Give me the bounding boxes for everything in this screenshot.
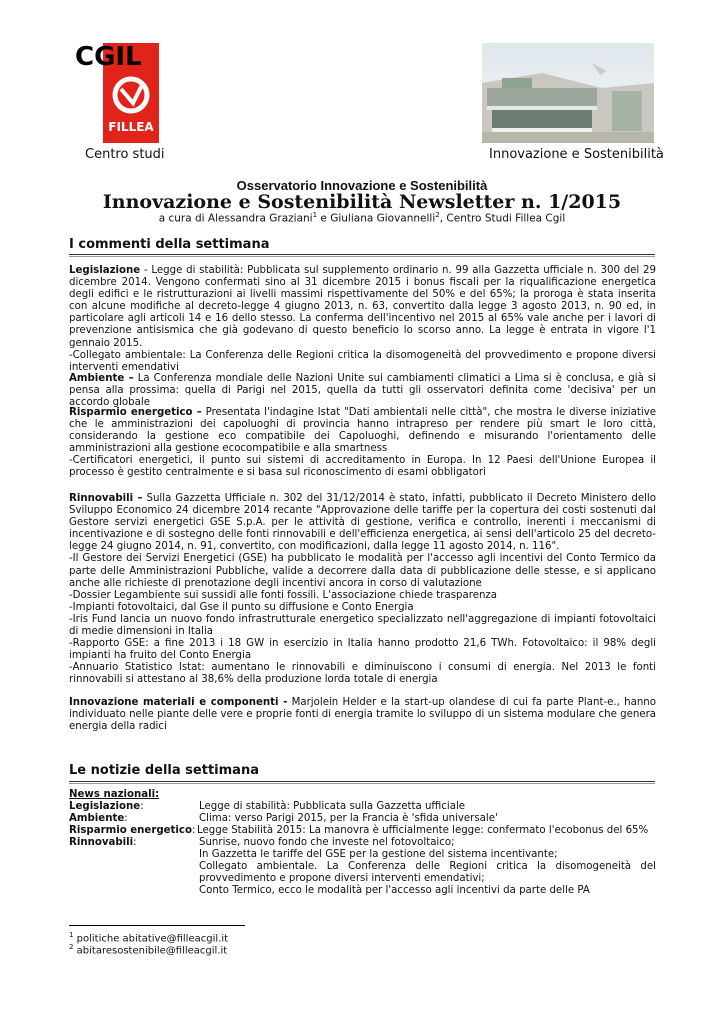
news-row-risparmio (69, 825, 195, 837)
news-nazionali-heading: News nazionali: (69, 789, 160, 800)
news-row-legislazione (69, 801, 144, 813)
news-text: In Gazzetta le tariffe del GSE per la gestione del sistema incentivante; (199, 849, 558, 860)
footnote-divider (69, 925, 245, 926)
rinnovabili-item: -Rapporto GSE: a fine 2013 i 18 GW in esercizio in Italia hanno prodotto 21,6 TWh. Fotovoltaico: il 98% degli impianti ha fruito del Conto Energia (69, 638, 656, 662)
news-text: Clima: verso Parigi 2015, per la Francia è 'sfida universale' (199, 813, 498, 824)
section-heading-notizie: Le notizie della settimana (69, 763, 259, 778)
header-photo (482, 43, 654, 143)
rinnovabili-item: -Dossier Legambiente sui sussidi alle fonti fossili. L'associazione chiede trasparenza (69, 589, 498, 601)
ambiente-label: Ambiente – (69, 373, 134, 384)
news-row-ambiente (69, 813, 128, 825)
news-label: Risparmio energetico (69, 825, 192, 836)
section-divider (69, 254, 655, 257)
news-text: Legge Stabilità 2015: La manovra è ufficialmente legge: confermato l'ecobonus del 65% (197, 825, 649, 836)
section-heading-commenti: I commenti della settimana (69, 237, 270, 252)
building-image-icon (482, 43, 654, 143)
authors-post: , Centro Studi Fillea Cgil (439, 212, 566, 225)
authors-mid: e Giuliana Giovannelli (317, 212, 436, 225)
news-text: Legge di stabilità: Pubblicata sulla Gazzetta ufficiale (199, 801, 466, 812)
rinnovabili-item: -Annuario Statistico Istat: aumentano le rinnovabili e diminuiscono i consumi di energia. Nel 2013 le fonti rinnovabili si attestano al 38,6% della produzione lorda totale di energia (69, 662, 656, 686)
centro-studi-label: Centro studi (85, 147, 165, 162)
innovazione-label: Innovazione materiali e componenti - (69, 697, 288, 708)
authors-line (0, 211, 724, 225)
innovazione-text: Marjolein Helder e la start-up olandese di cui fa parte Plant-e., hanno individuato nelle piante delle vere e proprie fonti di energia tramite lo sviluppo di un sistema modulare che genera energia della radici (69, 697, 656, 733)
logo-cgil: CGIL (75, 42, 142, 72)
legislazione-label: Legislazione (69, 265, 141, 276)
footnote-num: 1 (69, 931, 74, 939)
section-divider (69, 781, 655, 784)
news-label: Ambiente (69, 813, 125, 824)
footnote-email: politiche abitative@filleacgil.it (73, 933, 229, 945)
paragraph-risparmio (69, 407, 656, 480)
logo-cgil-wrap (75, 42, 175, 72)
footnote-email: abitaresostenibile@filleacgil.it (73, 945, 228, 957)
news-row-rinnovabili (69, 837, 137, 849)
footnote-ref-1: 1 (312, 211, 318, 219)
legislazione-text2: -Collegato ambientale: La Conferenza delle Regioni critica la disomogeneità del provvedimento e propone diversi interventi emendativi (69, 349, 656, 373)
news-text: Conto Termico, ecco le modalità per l'accesso agli incentivi da parte delle PA (199, 885, 590, 896)
footnote-2 (69, 943, 227, 956)
paragraph-ambiente (69, 373, 656, 409)
rinnovabili-label: Rinnovabili – (69, 493, 143, 504)
paragraph-legislazione (69, 265, 656, 374)
rinnovabili-item: -Impianti fotovoltaici, dal Gse il punto su diffusione e Conto Energia (69, 601, 414, 613)
innovazione-label: Innovazione e Sostenibilità (489, 147, 664, 162)
news-label: Legislazione (69, 801, 141, 812)
footnote-ref-2: 2 (435, 211, 440, 219)
ambiente-text: La Conferenza mondiale delle Nazioni Unite sui cambiamenti climatici a Lima si è conclusa, e già si pensa alla prossima: quella di Parigi nel 2015, quella da tutti gli osservatori definita come 'decisiva' per un accordo globale (69, 373, 656, 409)
page-title: Innovazione e Sostenibilità Newsletter n. 1/2015 (102, 191, 622, 213)
news-text: Sunrise, nuovo fondo che investe nel fotovoltaico; (199, 837, 455, 848)
news-sep: : (124, 813, 128, 824)
news-sep: : (191, 825, 196, 836)
footnote-num: 2 (69, 943, 74, 951)
rinnovabili-item: -Iris Fund lancia un nuovo fondo infrastrutturale energetico specializzato nell'aggregazione di impianti fotovoltaici di medie dimensioni in Italia (69, 613, 656, 638)
rinnovabili-item: -Il Gestore dei Servizi Energetici (GSE) ha pubblicato le modalità per l'accesso agli incentivi del Conto Termico da parte delle Amministrazioni Pubbliche, valide a decorrere dalla data di pubblicazione delle stesse, e si applicano anche alle richieste di prenotazione degli incentivi ancora in corso di valutazione (69, 553, 656, 589)
rinnovabili-text: Sulla Gazzetta Ufficiale n. 302 del 31/12/2014 è stato, infatti, pubblicato il Decreto Ministero dello Sviluppo Economico 24 dicembre 2014 recante "Approvazione delle tariffe per la copertura dei costi sostenuti dal Gestore servizi energetici GSE S.p.A. per le attività di gestione, verifica e controllo, inerenti i meccanismi di incentivazione e di sostegno delle fonti rinnovabili e dell'efficienza energetica, ai sensi dell'articolo 25 del decreto-legge 24 giugno 2014, n. 91, convertito, con modificazioni, dalla legge 11 agosto 2014, n. 116". (69, 493, 657, 553)
news-sep: : (140, 801, 144, 812)
risparmio-label: Risparmio energetico – (69, 407, 202, 418)
legislazione-text: - Legge di stabilità: Pubblicata sul supplemento ordinario n. 99 alla Gazzetta ufficiale n. 300 del 29 dicembre 2014. Vengono confermati sino al 31 dicembre 2015 i bonus fiscali per la riqualificazione energetica degli edifici e le ristrutturazioni ai livelli massimi rispettivamente del 50% e del 65%; la proroga è stata inserita con alcune modifiche al decreto-legge 4 giugno 2013, n. 63, convertito dalla legge 3 agosto 2013, n. 90 ed, in particolare agli articoli 14 e 16 dello stesso. La conferma dell'incentivo nel 2015 al 65% vale anche per i lavori di prevenzione antisismica che già godevano di questo beneficio lo scorso anno. La legge è entrata in vigore l'1 gennaio 2015. (69, 265, 656, 349)
news-label: Rinnovabili (69, 837, 134, 848)
news-sep: : (133, 837, 137, 848)
news-text: Collegato ambientale. La Conferenza delle Regioni critica la disomogeneità del provvedimento e propone diversi interventi emendativi; (199, 861, 656, 884)
logo-fillea: FILLEA (108, 120, 154, 134)
risparmio-text2: -Certificatori energetici, il punto sui sistemi di accreditamento in Europa. In 12 Paesi dell'Unione Europea il processo è gestito centralmente e si basa sul riconoscimento di esami obbligatori (69, 455, 656, 479)
paragraph-rinnovabili (69, 493, 656, 687)
authors-pre: a cura di Alessandra Graziani (158, 212, 313, 225)
osservatorio-heading: Osservatorio Innovazione e Sostenibilità (236, 178, 488, 193)
paragraph-innovazione (69, 697, 656, 733)
risparmio-text: Presentata l'indagine Istat "Dati ambientali nelle città", che mostra le diverse iniziative che le amministrazioni dei capoluoghi di provincia hanno intrapreso per rendere più smart le loro città, considerando la gestione eco compatibile dei Capoluoghi, definendo e misurando l'orientamento delle amministrazioni alla gestione ecocompatibile e alla smartness (69, 407, 656, 455)
